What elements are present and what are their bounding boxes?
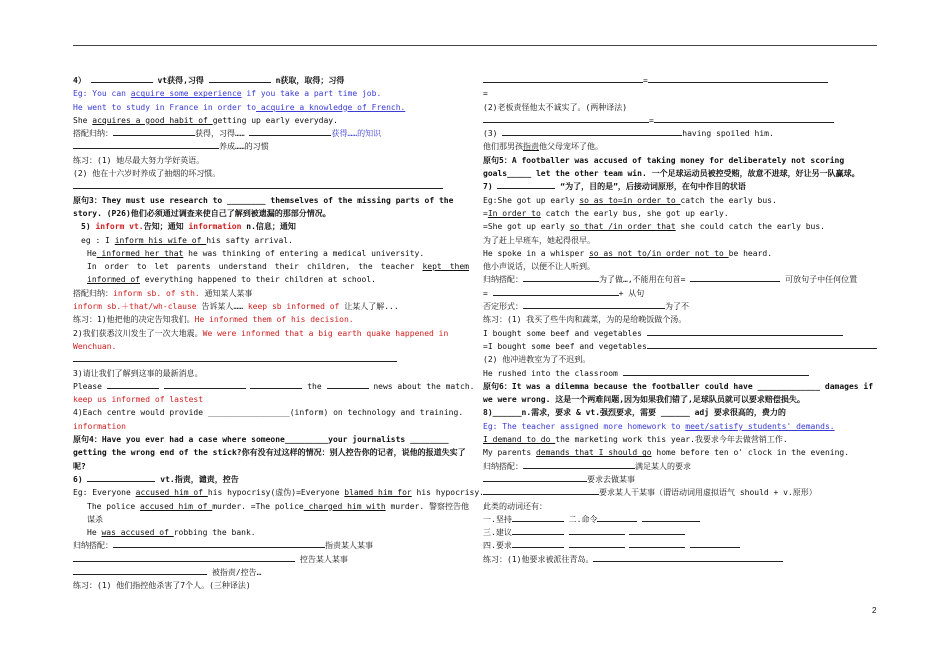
item-number: 4） [73, 76, 86, 85]
collocation-summary: inform sb.＋that/wh-clause 告诉某人…… keep sb informed of 让某人了解... [73, 302, 399, 312]
collocation-summary: 搭配归纳： 获得，习得…… 获得……的知识 [73, 129, 382, 139]
answer-line: = [483, 74, 877, 87]
definition: n获取，取得；习得 [275, 76, 345, 85]
exercise: 练习：(1)他要求被派往青岛。 [483, 553, 877, 566]
exercise: 他们那男孩指责他父母宠坏了他。 [483, 142, 603, 152]
example: He was accused of robbing the bank. [87, 528, 256, 538]
example: Eg: You can acquire some experience if you take a part time job. [73, 89, 382, 99]
example: He went to study in France in order to acquire a knowledge of French. [73, 102, 406, 112]
collocation-summary: 归纳搭配： 满足某人的要求 [483, 461, 691, 471]
collocation-summary: 要求去做某事 [483, 473, 877, 486]
exercise: (2) 他冲进教室为了不迟到。 [483, 355, 591, 365]
left-column [73, 74, 484, 593]
exercise: I bought some beef and vegetables [483, 327, 877, 340]
definition: vt获得,习得 [157, 76, 204, 85]
exercise: 练习：(1) 他们指控他杀害了7个人。(三种译法) [73, 581, 251, 591]
exercise-fill: Please the news about the match. [73, 381, 475, 391]
right-column [483, 74, 877, 566]
exercise: =I bought some beef and vegetables [483, 340, 877, 353]
example: =In order to catch the early bus, she got up early. [483, 208, 729, 218]
collocation-summary: 归纳搭配： 指责某人某事 [73, 541, 373, 551]
collocation-summary: 搭配归纳：inform sb. of sth. 通知某人某事 [73, 288, 253, 298]
collocation-summary: 归纳搭配： 为了做…,不能用在句首= 可放句子中任何位置 [483, 275, 858, 285]
exercise: He rushed into the classroom [483, 367, 877, 380]
exercise: 2)我们获悉汶川发生了一次大地震。We were informed that a big earth quake happened in Wenchuan. [73, 328, 449, 351]
example: My parents demands that I should go home before ten o' clock in the evening. [483, 448, 850, 458]
example: Eg: The teacher assigned more homework to meet/satisfy students' demands. [483, 421, 835, 431]
answer: keep us informed of lastest [73, 395, 204, 405]
example: 他小声说话，以便不让人听到。 [483, 262, 595, 272]
example: Eg:She got up early so as to=in order to catch the early bus. [483, 195, 777, 205]
collocation-summary: 控告某人某事 [73, 553, 469, 566]
word-6-heading: 6) vt.指责，谴责，控告 [73, 474, 239, 484]
collocation-summary: 否定形式： 为了不 [483, 302, 689, 312]
collocation-summary: = + 从句 [483, 288, 645, 298]
original-sentence-4: 原句4：Have you ever had a case where someone_________your journalists ________ getting the wrong end of the stick?你有没有过这样的情况：别人控告你的记者，说他的报道失实了呢? [73, 435, 466, 471]
example: In order to let parents understand their children, the teacher kept them informed of everything happened to their children at school. [87, 262, 469, 285]
exercise: 3)请让我们了解到这事的最新消息。 [73, 368, 203, 378]
synonym-list: 四.要求 [483, 539, 877, 552]
synonym-list-title: 此类的动词还有： [483, 501, 547, 511]
answer-line: = [483, 114, 877, 127]
example: =She got up early so that /in order that she could catch the early bus. [483, 222, 825, 232]
synonym-list: 一.坚持 二.命令 [483, 513, 877, 526]
example: I demand to do the marketing work this year.我要求今年去做营销工作. [483, 435, 788, 445]
blank [209, 74, 271, 83]
collocation-summary: 要求某人干某事（谓语动词用虚拟语气 should + v.原形） [483, 486, 877, 499]
example: He spoke in a whisper so as not to/in order not to be heard. [483, 248, 773, 258]
exercise: 练习：(1) 我买了些牛肉和蔬菜，为的是给晚饭做个汤。 [483, 315, 687, 325]
header-rule [73, 45, 877, 46]
exercise: 4)Each centre would provide _________________(inform) on technology and training. [73, 408, 464, 418]
blank [91, 74, 153, 83]
collocation-summary: 养成……的习惯 [73, 140, 469, 153]
answer-line: = [483, 89, 488, 99]
example: The police accused him of murder. =The police charged him with murder. 警察控告他谋杀 [87, 501, 469, 524]
example: He informed her that he was thinking of entering a medical university. [87, 248, 425, 258]
word-5-heading: 5) inform vt.告知；通知 information n.信息；通知 [81, 222, 296, 232]
original-sentence-5: 原句5：A footballer was accused of taking money for deliberately not scoring goals_____ let the other team win. 一个足球运动员被控受贿，故意不进球，好让另一队赢球。 [483, 155, 860, 179]
synonym-list: 三.建议 [483, 526, 877, 539]
original-sentence-6: 原句6：It was a dilemma because the footballer could have _____________ damages if we were wrong. 这是一个两难问题,因为如果我们错了,足球队员就可以要求赔偿损失。 [483, 381, 874, 405]
exercise: (2) 他在十六岁时养成了抽烟的坏习惯。 [73, 169, 221, 179]
original-sentence-3: 原句3：They must use research to ________ themselves of the missing parts of the story. (P26)他们必须通过调查来使自己了解到被遗漏的那部分情况。 [73, 195, 454, 218]
example: Eg: Everyone accused him of his hypocrisy(虚伪)=Everyone blamed him for his hypocrisy. [73, 488, 484, 498]
exercise: 练习：(1) 她尽最大努力学好英语。 [73, 155, 205, 165]
exercise: 练习：1)他把他的决定告知我们。He informed them of his decision. [73, 315, 354, 325]
answer: information [73, 421, 126, 431]
example: 为了赶上早班车，她起得很早。 [483, 235, 595, 245]
exercise: (3) having spoiled him. [483, 129, 774, 139]
word-8-heading: 8)______n.需求，要求 & vt.强烈要求，需要 ______ adj 要求很高的，费力的 [483, 408, 786, 418]
page-number: 2 [872, 606, 877, 615]
collocation-summary: 被指责/控告… [73, 566, 469, 579]
word-4-heading [73, 74, 469, 87]
exercise: (2)老板责怪他太不诚实了。(两种译法) [483, 102, 628, 112]
example: eg : I inform his wife of his safty arrival. [81, 235, 293, 245]
word-7-heading: 7) “为了，目的是”，后接动词原形，在句中作目的状语 [483, 182, 746, 192]
example: She acquires a good habit of getting up early everyday. [73, 115, 338, 125]
